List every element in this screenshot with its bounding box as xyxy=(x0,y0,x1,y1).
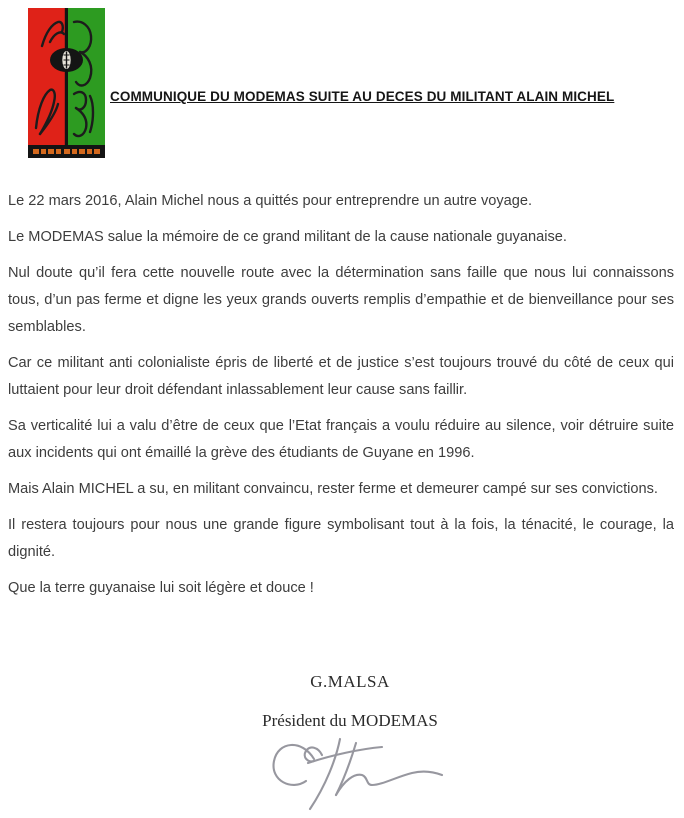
paragraph: Le 22 mars 2016, Alain Michel nous a quittés pour entreprendre un autre voyage. xyxy=(8,193,533,209)
paragraph: Le MODEMAS salue la mémoire de ce grand militant de la cause nationale guyanaise. xyxy=(8,229,567,245)
signature-block xyxy=(150,672,550,731)
paragraph: Il restera toujours pour nous une grande figure symbolisant tout à la fois, la ténacité, le courage, la dignité. xyxy=(8,517,674,560)
modemas-logo xyxy=(28,8,105,158)
signatory-name: G.MALSA xyxy=(310,672,390,691)
paragraph: Mais Alain MICHEL a su, en militant convaincu, rester ferme et demeurer campé sur ses convictions. xyxy=(8,481,658,497)
paragraph: Sa verticalité lui a valu d’être de ceux que l’Etat français a voulu réduire au silence, voir détruire suite aux incidents qui ont émaillé la grève des étudiants de Guyane en 1996. xyxy=(8,418,674,461)
logo-band xyxy=(28,145,105,158)
paragraph: Car ce militant anti colonialiste épris de liberté et de justice s’est toujours trouvé du côté de ceux qui luttaient pour leur droit défendant inlassablement leur cause sans faillir. xyxy=(8,355,674,398)
document-body xyxy=(8,188,674,611)
paragraph: Nul doute qu’il fera cette nouvelle route avec la détermination sans faille que nous lui connaissons tous, d’un pas ferme et digne les yeux grands ouverts remplis d’empathie et de bienveillance pour ses semblables. xyxy=(8,265,674,335)
cowrie-eye-icon xyxy=(50,48,83,72)
logo-band-marks xyxy=(33,149,100,154)
handwritten-signature xyxy=(252,733,467,818)
modemas-logo-graphic xyxy=(28,8,105,158)
paragraph: Que la terre guyanaise lui soit légère et douce ! xyxy=(8,580,314,596)
signatory-title: Président du MODEMAS xyxy=(262,711,438,730)
document-title: COMMUNIQUE DU MODEMAS SUITE AU DECES DU MILITANT ALAIN MICHEL xyxy=(110,89,615,104)
logo-center-stem xyxy=(65,8,68,145)
